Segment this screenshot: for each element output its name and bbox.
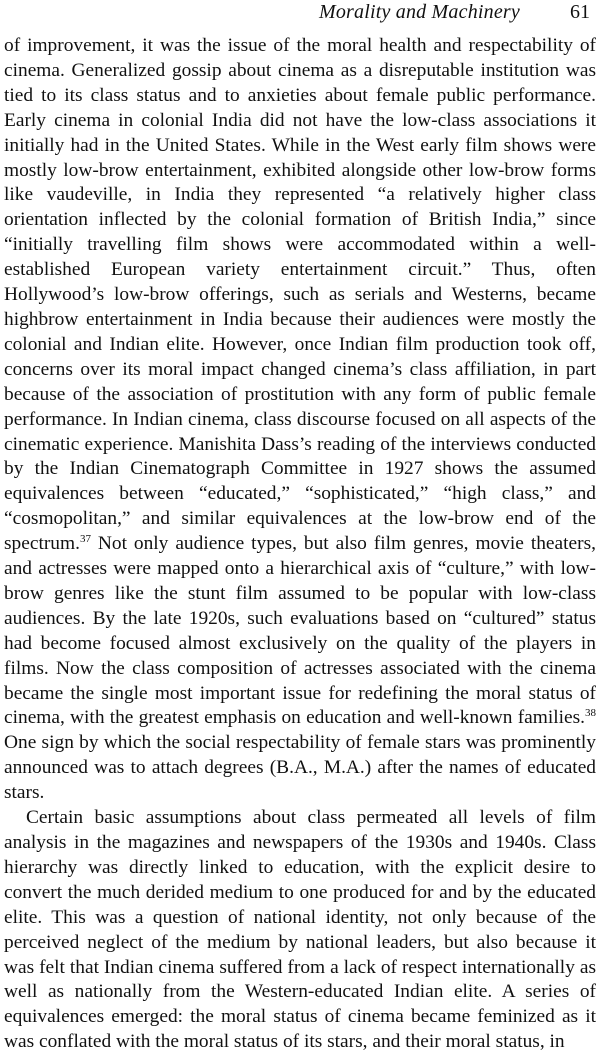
footnote-marker-37: 37 [79,533,91,546]
paragraph-1 [4,34,596,806]
body-text [4,34,596,1055]
paragraph-1-segment-3: One sign by which the social respectability of female stars was prominently announced was to attach degrees (B.A., M.A.) after the names of educated stars. [4,732,596,804]
footnote-marker-38: 38 [585,707,596,720]
paragraph-2: Certain basic assumptions about class permeated all levels of film analysis in the magazines and newspapers of the 1930s and 1940s. Class hierarchy was directly linked to education, with the explicit desire to convert the much derided medium to one produced for and by the educated elite. This was a question of national identity, not only because of the perceived neglect of the medium by national leaders, but also because it was felt that Indian cinema suffered from a lack of respect internationally as well as nationally from the Western-educated Indian elite. A series of equivalences emerged: the moral status of cinema became feminized as it was conflated with the moral status of its stars, and their moral status, in [4,807,596,1053]
running-header [0,0,600,28]
paragraph-1-segment-1: of improvement, it was the issue of the moral health and respectability of cinema. Generalized gossip about cinema as a disreputable institution was tied to its class status and to anxieties about female public performance. Early cinema in colonial India did not have the low-class associations it initially had in the United States. While in the West early film shows were mostly low-brow entertainment, exhibited alongside other low-brow forms like vaudeville, in India they represented “a relatively higher class orientation inflected by the colonial formation of British India,” since “initially travelling film shows were accommodated within a well-established European variety entertainment circuit.” Thus, often Hollywood’s low-brow offerings, such as serials and Westerns, became highbrow entertainment in India because their audiences were mostly the colonial and Indian elite. However, once Indian film production took off, concerns over its moral impact changed cinema’s class affiliation, in part because of the association of prostitution with any form of public female performance. In Indian cinema, class discourse focused on all aspects of the cinematic experience. Manishita Dass’s reading of the interviews conducted by the Indian Cinematograph Committee in 1927 shows the assumed equivalences between “educated,” “sophisticated,” “high class,” and “cosmopolitan,” and similar equivalences at the low-brow end of the spectrum. [4,35,596,555]
page-number: 61 [570,1,590,23]
running-title: Morality and Machinery [318,1,520,23]
paragraph-1-segment-2: Not only audience types, but also film genres, movie theaters, and actresses were mapped onto a hierarchical axis of “culture,” with low-brow genres like the stunt film assumed to be popular with low-class audiences. By the late 1920s, such evaluations based on “cultured” status had become focused almost exclusively on the quality of the players in films. Now the class composition of actresses associated with the cinema became the single most important issue for redefining the moral status of cinema, with the greatest emphasis on education and well-known families. [4,533,596,729]
